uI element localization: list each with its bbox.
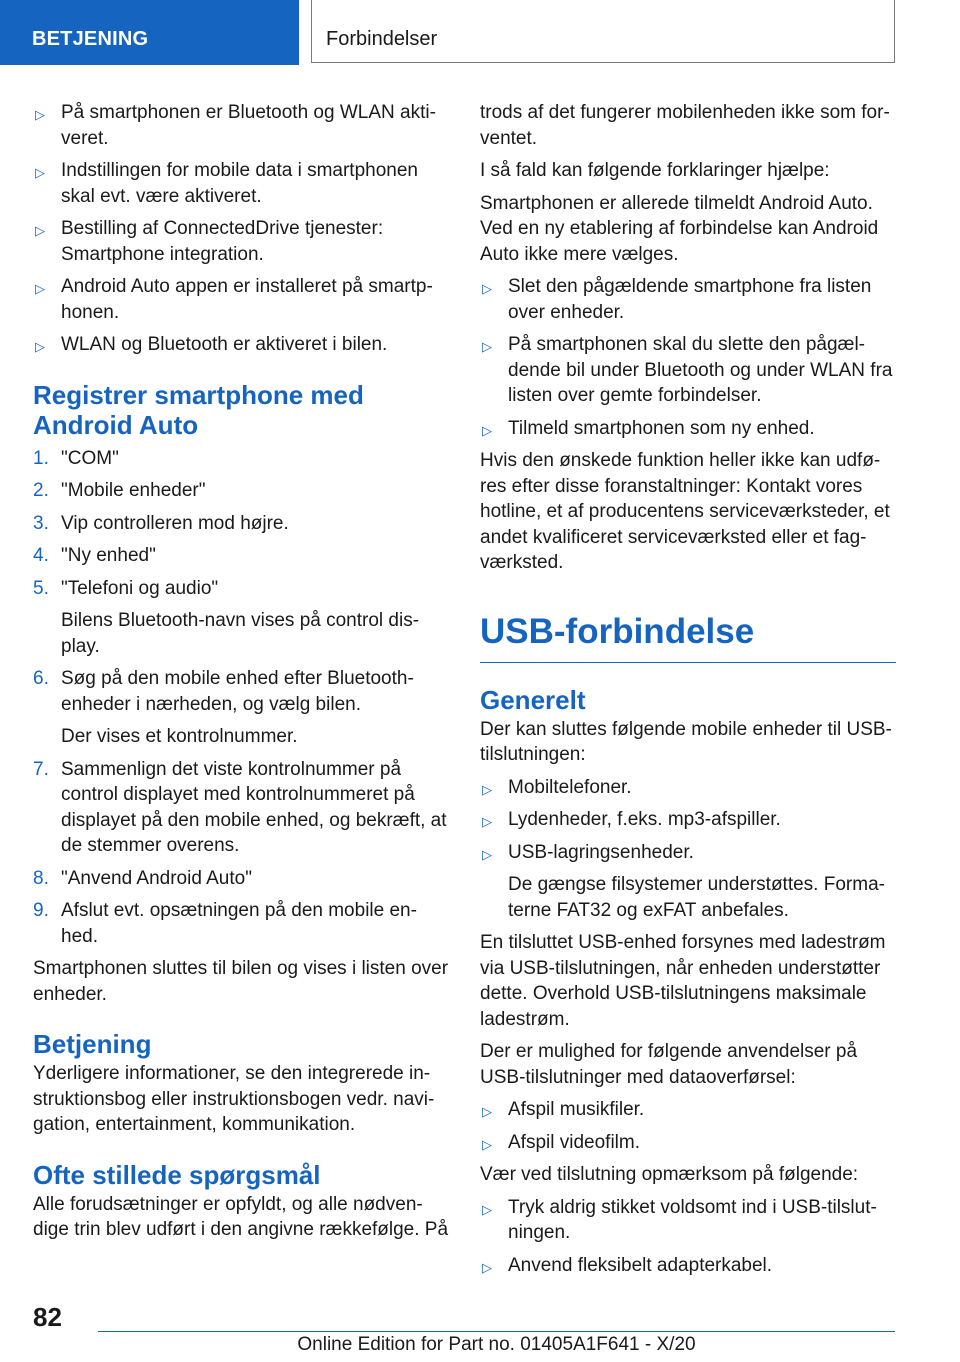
- bullet-item: ▷ Afspil musikfiler.: [480, 1097, 896, 1123]
- left-column: [33, 100, 449, 1250]
- step-item: 8. "Anvend Android Auto": [33, 867, 252, 889]
- triangle-bullet-icon: ▷: [482, 814, 492, 829]
- step-item: 1. "COM": [33, 447, 119, 469]
- heading-betjening: Betjening: [33, 1029, 152, 1059]
- step-item: 3. Vip controlleren mod højre.: [33, 512, 289, 534]
- step-item: 4. "Ny enhed": [33, 545, 156, 566]
- triangle-bullet-icon: ▷: [482, 281, 492, 296]
- heading-register-android-auto: Registrer smartphone med Android Auto: [33, 379, 364, 440]
- header-section-label: BETJENING: [32, 28, 149, 50]
- triangle-bullet-icon: ▷: [35, 165, 45, 180]
- bullet-item: ▷ USB-lagringsenheder.: [480, 840, 896, 866]
- header-section-tab: [0, 0, 299, 65]
- header-chapter-box: [311, 0, 895, 63]
- bullet-item: ▷ På smartphonen er Bluetooth og WLAN akti-veret.: [35, 102, 436, 149]
- paragraph: Alle forudsætninger er opfyldt, og alle nødven-dige trin blev udført i den angivne rækkefølge. På: [33, 1193, 449, 1240]
- heading-faq: Ofte stillede spørgsmål: [33, 1159, 321, 1190]
- heading-usb-forbindelse: USB-forbindelse: [480, 612, 896, 663]
- triangle-bullet-icon: ▷: [482, 1104, 492, 1119]
- step-item: 5. "Telefoni og audio": [33, 577, 219, 599]
- paragraph: Smartphonen sluttes til bilen og vises i listen over enheder.: [33, 958, 449, 1005]
- bullet-item: ▷ Lydenheder, f.eks. mp3-afspiller.: [480, 807, 896, 833]
- triangle-bullet-icon: ▷: [35, 107, 45, 122]
- bullet-item: ▷ Afspil videofilm.: [480, 1130, 896, 1156]
- bullet-item: ▷ Bestilling af ConnectedDrive tjenester: Smartphone integration.: [35, 218, 384, 265]
- heading-generelt: Generelt: [480, 684, 586, 715]
- right-column: [480, 100, 896, 1285]
- triangle-bullet-icon: ▷: [35, 339, 45, 354]
- step-item: 2. "Mobile enheder": [33, 480, 206, 501]
- paragraph: Smartphonen er allerede tilmeldt Android Auto. Ved en ny etablering af forbindelse kan Android Auto ikke mere vælges.: [480, 192, 879, 265]
- paragraph: En tilsluttet USB-enhed forsynes med ladestrøm via USB-tilslutningen, når enheden understøtter dette. Overhold USB-tilslutningens maksimale ladestrøm.: [480, 932, 886, 1030]
- bullet-item: ▷ Anvend fleksibelt adapterkabel.: [480, 1253, 896, 1279]
- bullet-item: ▷ Tryk aldrig stikket voldsomt ind i USB-tilslut-ningen.: [482, 1196, 877, 1243]
- triangle-bullet-icon: ▷: [482, 339, 492, 354]
- triangle-bullet-icon: ▷: [482, 422, 492, 438]
- bullet-item: ▷ Indstillingen for mobile data i smartphonen skal evt. være aktiveret.: [35, 160, 418, 207]
- bullet-item: ▷ På smartphonen skal du slette den pågæl-dende bil under Bluetooth og under WLAN fra listen over gemte forbindelser.: [482, 334, 893, 406]
- triangle-bullet-icon: ▷: [482, 1136, 492, 1152]
- step-item: 9. Afslut evt. opsætningen på den mobile en-hed.: [33, 900, 417, 947]
- paragraph: Yderligere informationer, se den integrerede in-struktionsbog eller instruktionsbogen vedr. navi-gation, entertainment, kommunikation.: [33, 1063, 435, 1135]
- bullet-item: ▷ Mobiltelefoner.: [480, 775, 896, 801]
- header-chapter-label: Forbindelser: [326, 28, 438, 50]
- bullet-item: ▷ Slet den pågældende smartphone fra listen over enheder.: [482, 276, 872, 323]
- paragraph: Hvis den ønskede funktion heller ikke kan udfø-res efter disse foranstaltninger: Kontakt vores hotline, et af producentens serviceværksteder, et andet kvalificeret serviceværksted eller et fag-værksted.: [480, 450, 890, 573]
- paragraph: Der kan sluttes følgende mobile enheder til USB-tilslutningen:: [480, 718, 892, 765]
- paragraph: I så fald kan følgende forklaringer hjælpe:: [480, 160, 830, 181]
- step-item: 6. Søg på den mobile enhed efter Bluetooth-enheder i nærheden, og vælg bilen.: [33, 668, 414, 715]
- step-note: Der vises et kontrolnummer.: [61, 726, 298, 747]
- step-item: 7. Sammenlign det viste kontrolnummer på control displayet med kontrolnummeret på displayet på den mobile enhed, og bekræft, at de stemmer overens.: [33, 758, 447, 856]
- paragraph: Der er mulighed for følgende anvendelser på USB-tilslutninger med dataoverførsel:: [480, 1041, 858, 1088]
- bullet-note: De gængse filsystemer understøttes. Forma-terne FAT32 og exFAT anbefales.: [508, 874, 885, 921]
- footer-divider: [98, 1331, 895, 1332]
- triangle-bullet-icon: ▷: [482, 846, 492, 862]
- paragraph: trods af det fungerer mobilenheden ikke som for-ventet.: [480, 102, 890, 149]
- bullet-item: ▷ Tilmeld smartphonen som ny enhed.: [480, 416, 896, 442]
- triangle-bullet-icon: ▷: [35, 281, 45, 296]
- triangle-bullet-icon: ▷: [482, 781, 492, 797]
- bullet-item: ▷ WLAN og Bluetooth er aktiveret i bilen.: [33, 332, 449, 358]
- page-number: 82: [33, 1302, 62, 1332]
- triangle-bullet-icon: ▷: [482, 1201, 492, 1217]
- triangle-bullet-icon: ▷: [35, 223, 45, 238]
- paragraph: Vær ved tilslutning opmærksom på følgende:: [480, 1164, 859, 1185]
- bullet-item: ▷ Android Auto appen er installeret på smartp-honen.: [35, 276, 433, 323]
- footer-edition: Online Edition for Part no. 01405A1F641 - X/20: [297, 1334, 696, 1355]
- step-note: Bilens Bluetooth-navn vises på control dis-play.: [61, 610, 420, 657]
- triangle-bullet-icon: ▷: [482, 1259, 492, 1275]
